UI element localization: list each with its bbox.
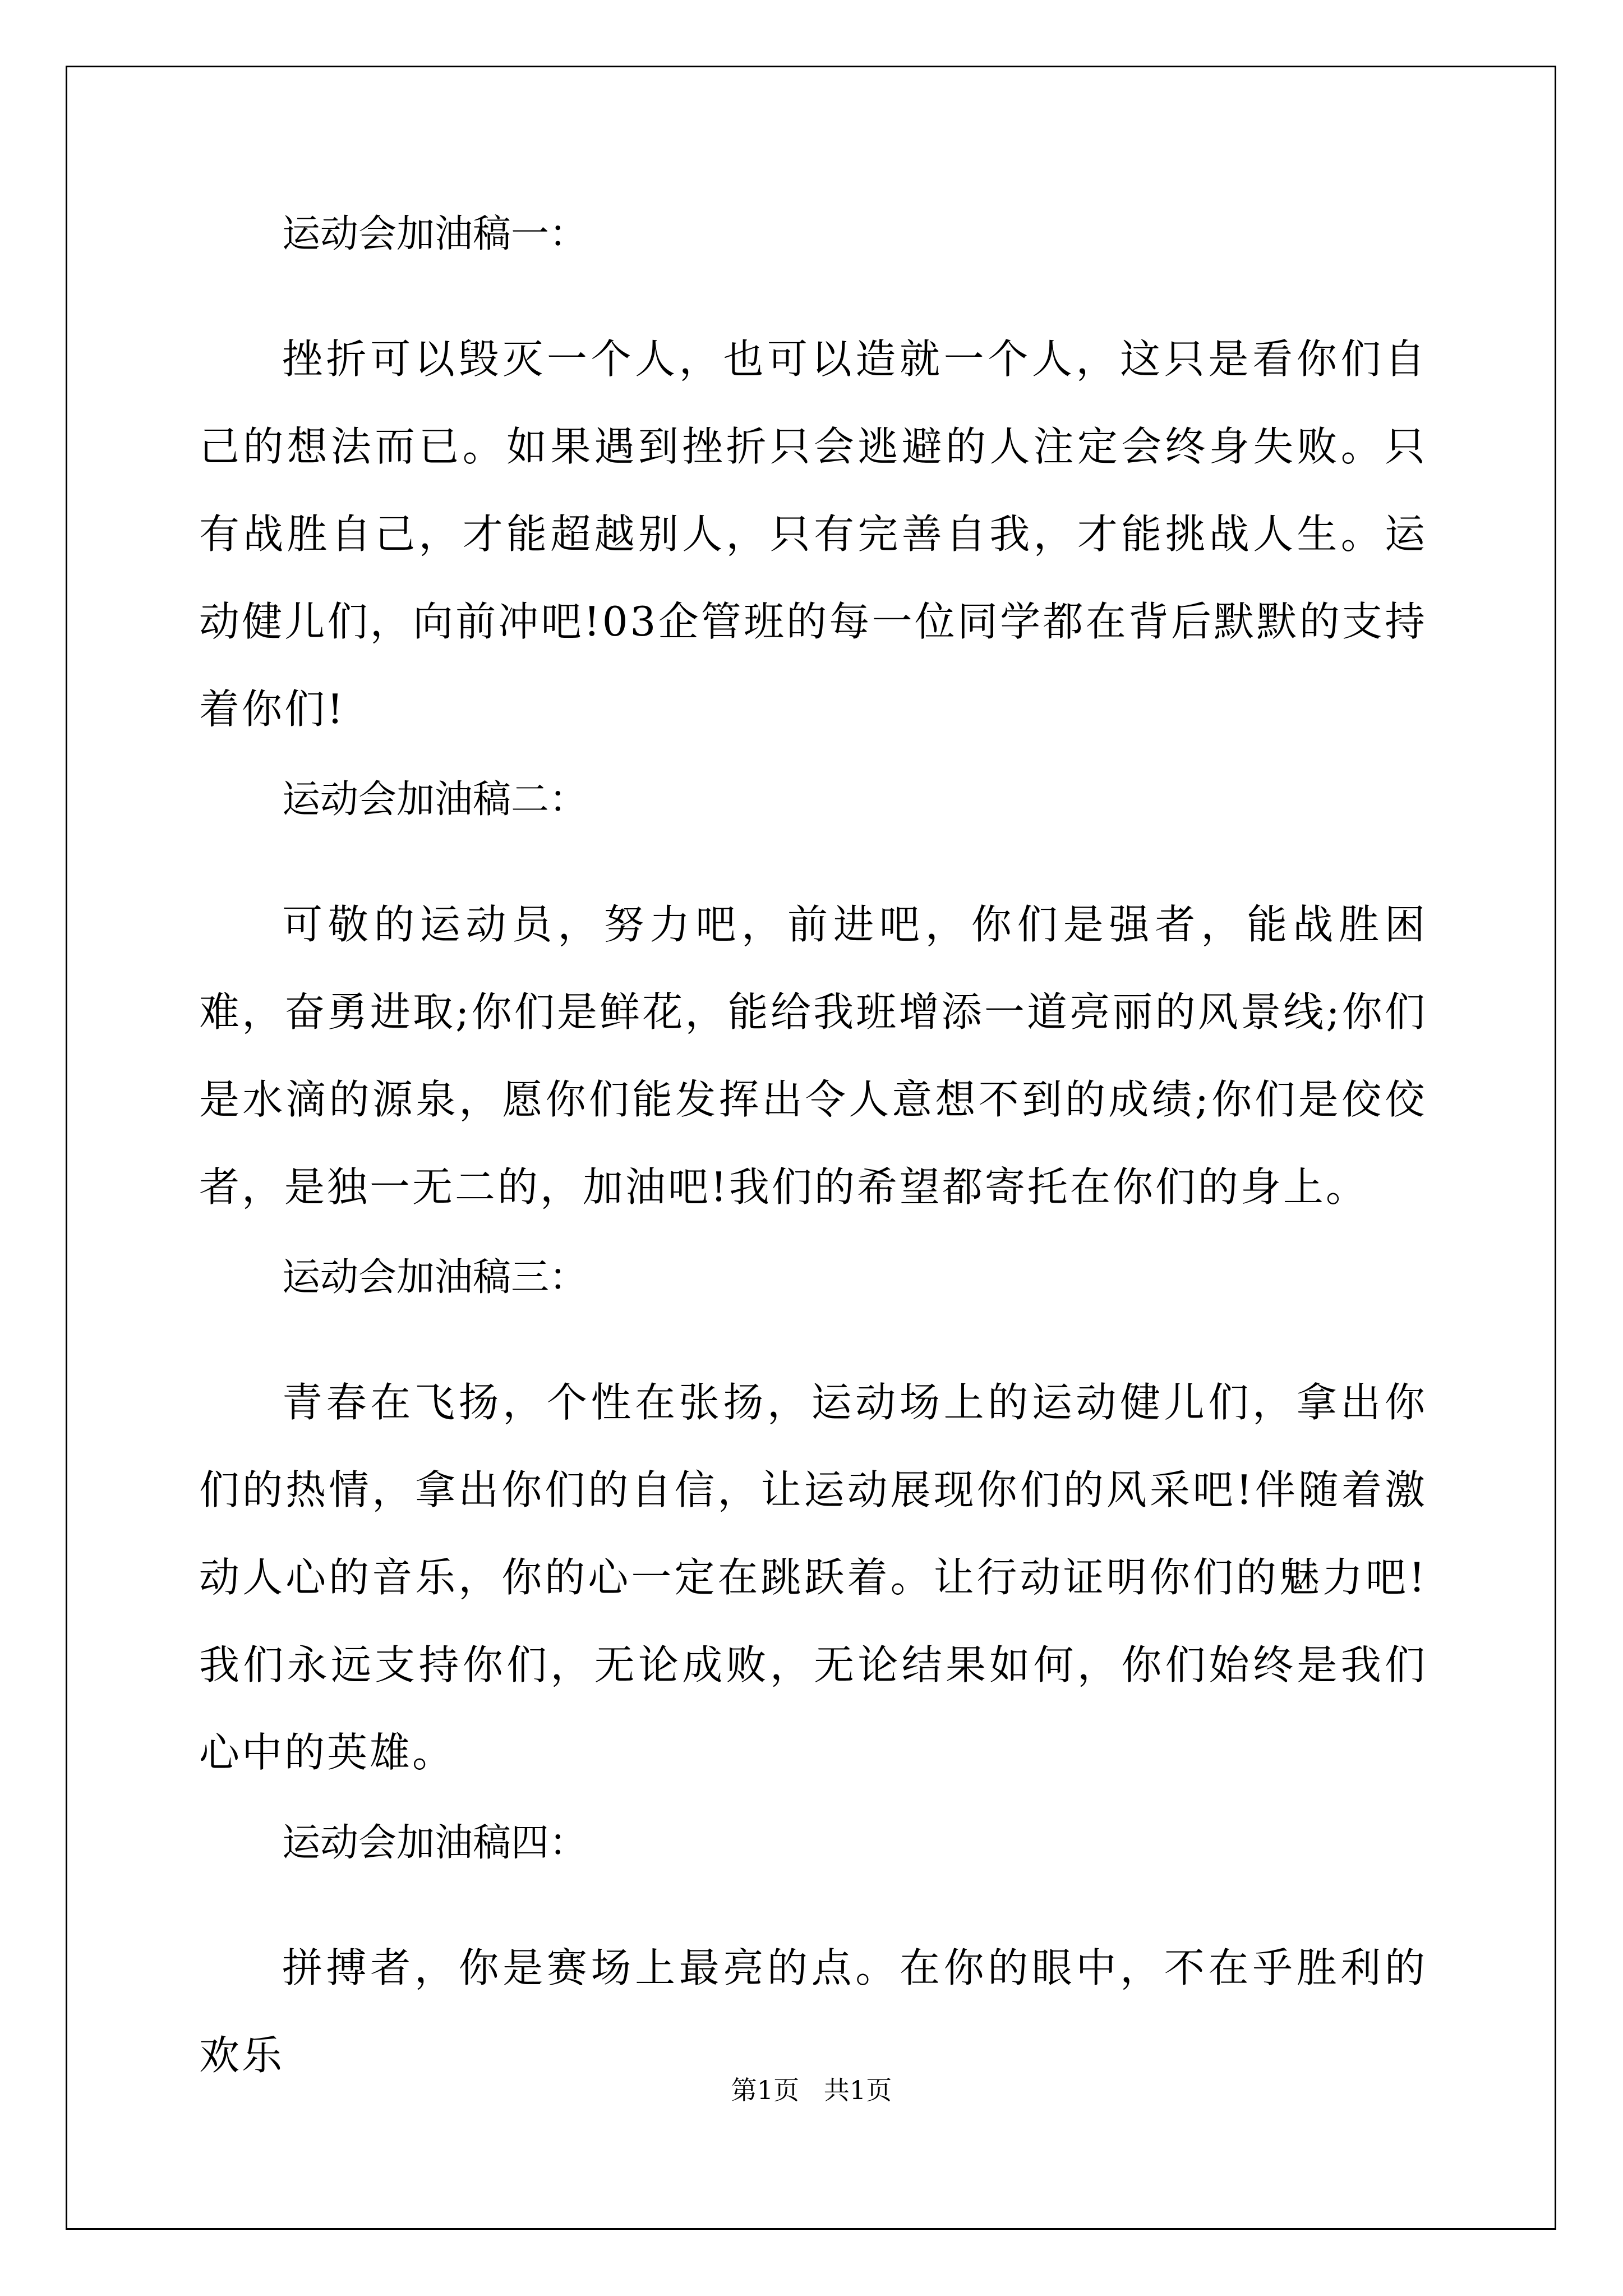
section-paragraph-2: 可敬的运动员，努力吧，前进吧，你们是强者，能战胜困难，奋勇进取;你们是鲜花，能给我班增添一道亮丽的风景线;你们是水滴的源泉，愿你们能发挥出令人意想不到的成绩;你们是佼佼者，是独一无二的，加油吧!我们的希望都寄托在你们的身上。 xyxy=(199,901,1427,1211)
section-heading-1: 运动会加油稿一： xyxy=(282,212,588,256)
document-body xyxy=(199,208,1427,2119)
section-heading-4: 运动会加油稿四： xyxy=(282,1821,588,1865)
section-paragraph-1: 挫折可以毁灭一个人，也可以造就一个人，这只是看你们自己的想法而已。如果遇到挫折只会逃避的人注定会终身失败。只有战胜自己，才能超越别人，只有完善自我，才能挑战人生。运动健儿们，向前冲吧!03企管班的每一位同学都在背后默默的支持着你们! xyxy=(199,335,1427,733)
page-number-footer: 第1页 共1页 xyxy=(731,2075,892,2105)
section-paragraph-3: 青春在飞扬，个性在张扬，运动场上的运动健儿们，拿出你们的热情，拿出你们的自信，让运动展现你们的风采吧!伴随着激动人心的音乐，你的心一定在跳跃着。让行动证明你们的魅力吧!我们永远支持你们，无论成败，无论结果如何，你们始终是我们心中的英雄。 xyxy=(199,1379,1427,1776)
section-heading-2: 运动会加油稿二： xyxy=(282,777,588,822)
section-heading-3: 运动会加油稿三： xyxy=(282,1255,588,1300)
section-paragraph-4: 拼搏者，你是赛场上最亮的点。在你的眼中，不在乎胜利的欢乐 xyxy=(199,1944,1427,2079)
